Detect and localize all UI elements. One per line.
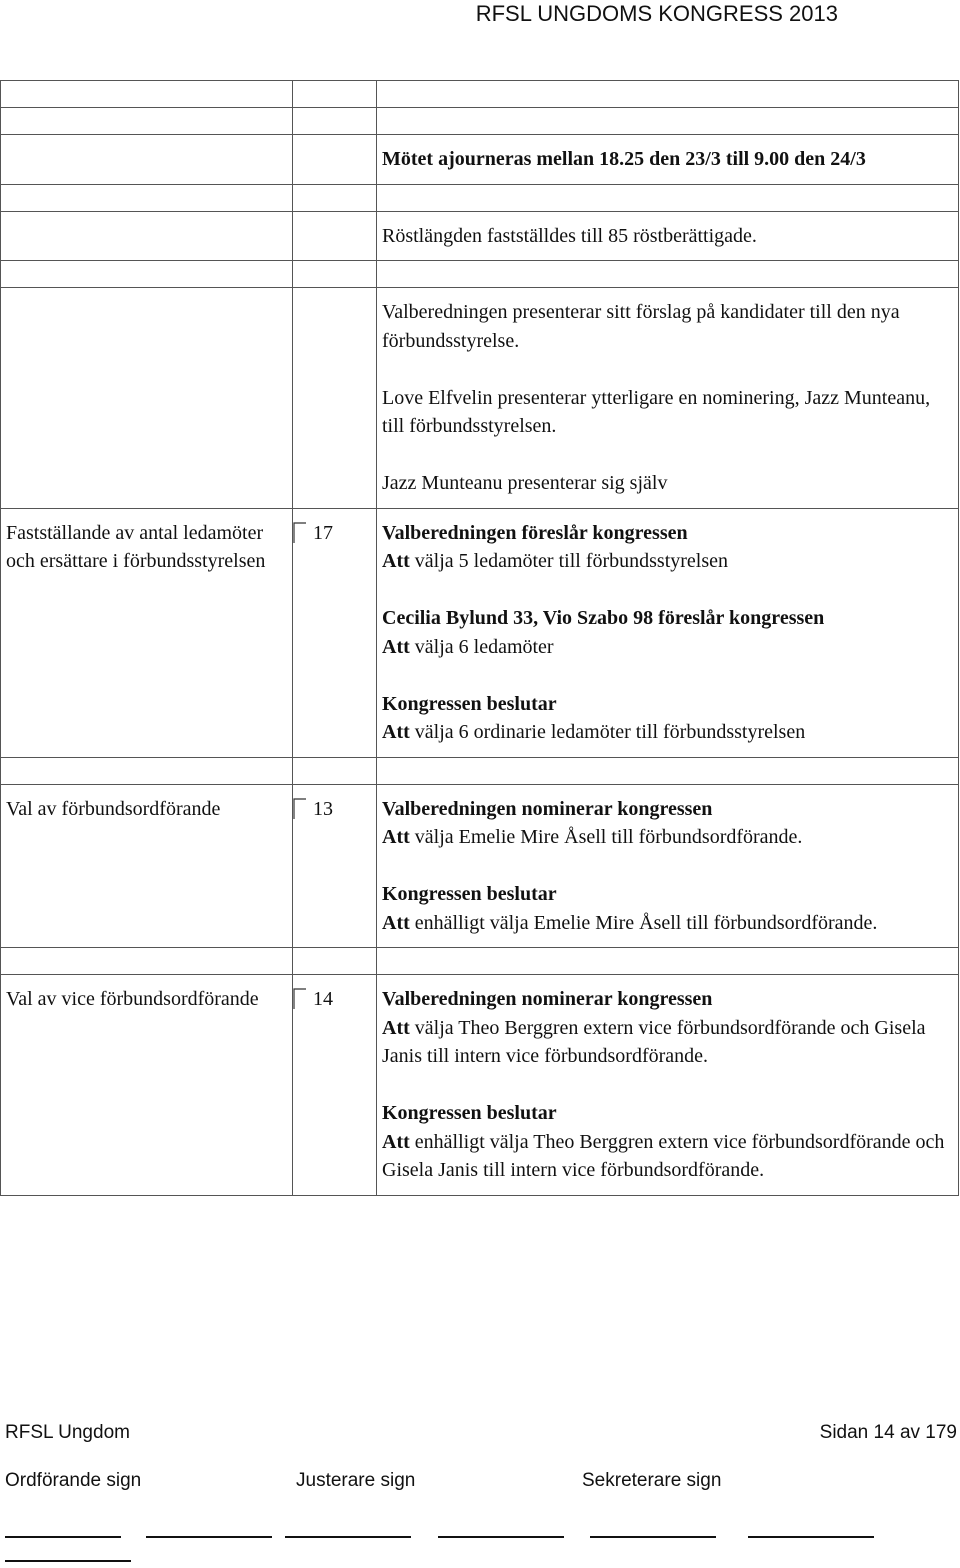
decision-paragraph: Kongressen beslutar Att välja 6 ordinarie ledamöter till förbundsstyrelsen [382,692,806,743]
sign-chair-label: Ordförande sign [5,1470,142,1491]
spacer-row [1,81,959,108]
agenda-item-row [1,784,959,948]
signature-line [5,1536,121,1538]
spacer-row [1,261,959,288]
spacer-row [1,108,959,135]
item-label: Val av förbundsordförande [6,797,221,820]
item-label: Val av vice förbundsordförande [6,988,259,1010]
agenda-item-row [1,975,959,1196]
adjourn-text: Mötet ajourneras mellan 18.25 den 23/3 till 9.00 den 24/3 [382,148,866,170]
minutes-row-votes [1,211,959,261]
spacer-row [1,757,959,784]
minutes-table-container [0,80,958,1196]
item-number: 17 [313,521,333,544]
spacer-row [1,184,959,211]
agenda-item-row [1,508,959,757]
signature-line [590,1536,716,1538]
page-corner-icon [293,988,307,1010]
decision-paragraph: Valberedningen föreslår kongressen Att välja 5 ledamöter till förbundsstyrelsen [382,521,729,572]
item-number: 14 [313,988,333,1010]
signature-line [748,1536,874,1538]
nomination-paragraph: Valberedningen presenterar sitt förslag på kandidater till den nya förbundsstyrelse. [382,301,900,352]
page-header-title: RFSL UNGDOMS KONGRESS 2013 [475,1,838,26]
signature-line [285,1536,411,1538]
decision-paragraph: Valberedningen nominerar kongressen Att välja Emelie Mire Åsell till förbundsordförande. [382,797,803,848]
sign-secretary-label: Sekreterare sign [582,1470,722,1491]
signature-line [438,1536,564,1538]
decision-paragraph: Kongressen beslutar Att enhälligt välja Theo Berggren extern vice förbundsordförande och Gisela Janis till intern vice förbundsordförande. [382,1102,945,1181]
decision-paragraph: Kongressen beslutar Att enhälligt välja Emelie Mire Åsell till förbundsordförande. [382,883,878,934]
nomination-paragraph: Jazz Munteanu presenterar sig själv [382,472,668,494]
signature-line [146,1536,272,1538]
sign-adjuster-label: Justerare sign [296,1470,416,1491]
spacer-row [1,948,959,975]
item-label: Fastställande av antal ledamöter och ersättare i förbundsstyrelsen [6,521,266,572]
decision-paragraph: Cecilia Bylund 33, Vio Szabo 98 föreslår kongressen Att välja 6 ledamöter [382,607,825,658]
minutes-row-nominations [1,288,959,509]
decision-paragraph: Valberedningen nominerar kongressen Att välja Theo Berggren extern vice förbundsordförande och Gisela Janis till intern vice förbundsordförande. [382,988,926,1067]
footer-page-number: Sidan 14 av 179 [819,1422,957,1443]
minutes-row-adjourn [1,135,959,185]
page-corner-icon [293,522,307,544]
page-corner-icon [293,798,307,820]
footer-org-name: RFSL Ungdom [5,1422,130,1443]
signature-line [5,1560,131,1562]
minutes-table [0,80,959,1196]
nomination-paragraph: Love Elfvelin presenterar ytterligare en nominering, Jazz Munteanu, till förbundsstyrelsen. [382,386,931,437]
item-number: 13 [313,797,333,820]
votes-text: Röstlängden fastställdes till 85 röstberättigade. [382,224,757,247]
